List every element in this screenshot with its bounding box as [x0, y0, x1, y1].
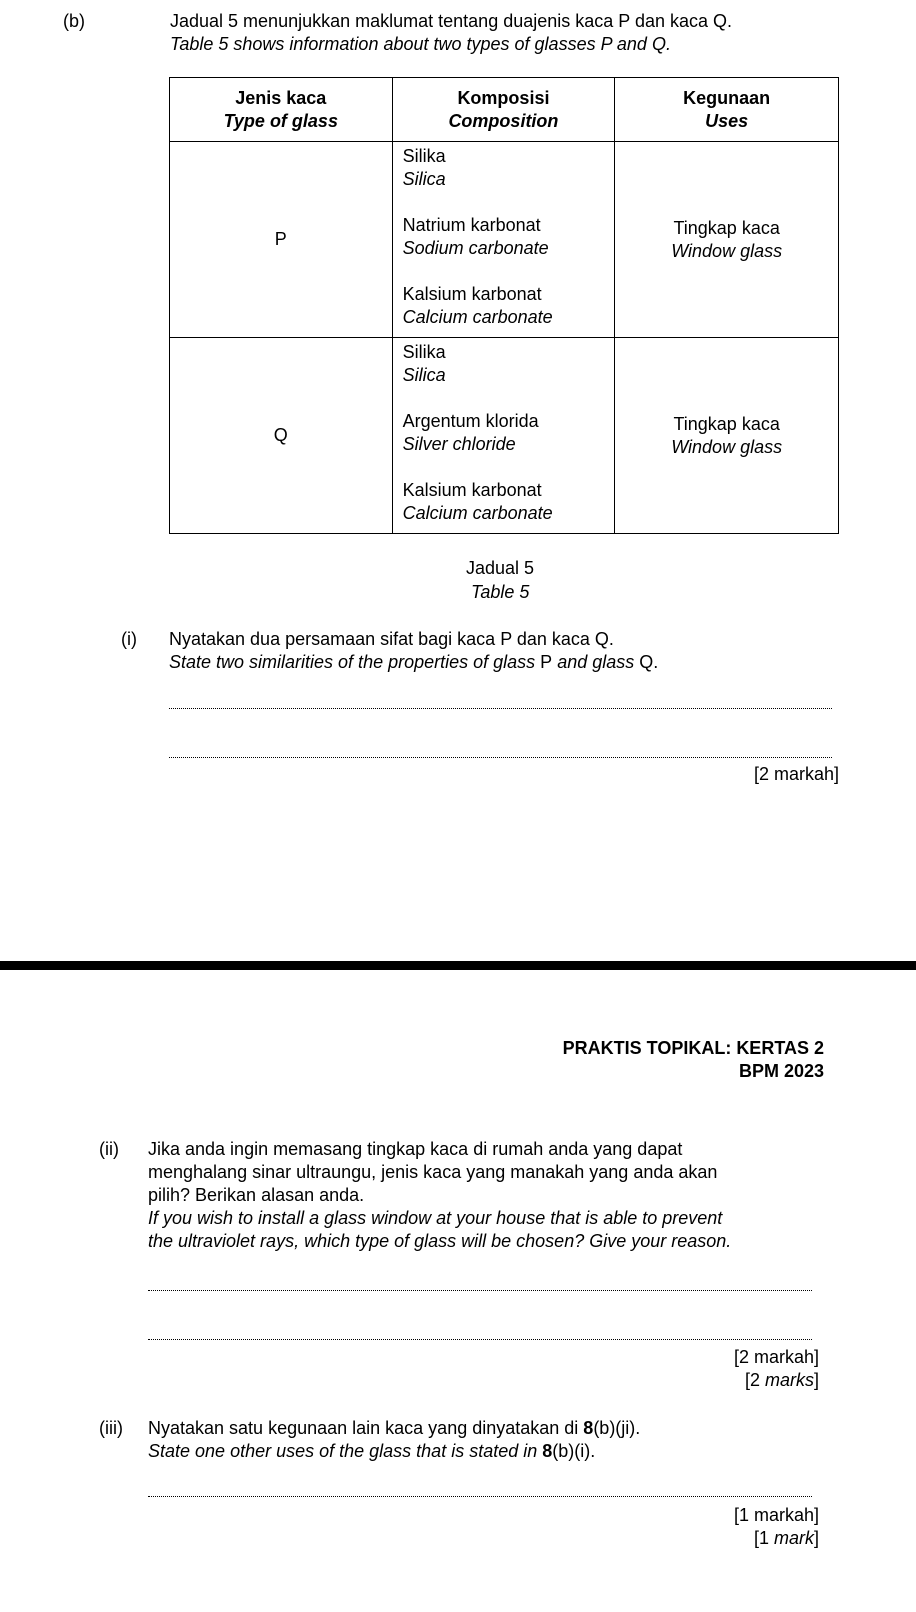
use-en: Window glass: [671, 240, 783, 261]
answer-line[interactable]: [148, 1290, 812, 1291]
question-iii-label: (iii): [99, 1418, 123, 1438]
part-label: (b): [63, 11, 85, 31]
answer-line[interactable]: [148, 1339, 812, 1340]
uses-cell: [615, 338, 839, 534]
composition-ms: Natrium karbonat: [402, 215, 541, 235]
table-row: [170, 142, 839, 338]
question-iii-en-part: State one other uses of the glass that is stated in: [148, 1441, 543, 1461]
header-uses-ms: Kegunaan: [683, 87, 771, 108]
marks-bracket: [2: [744, 1370, 765, 1390]
question-ii-ms: menghalang sinar ultraungu, jenis kaca yang manakah yang anda akan: [148, 1162, 718, 1182]
header-line-2: BPM 2023: [738, 1061, 824, 1081]
composition-ms: Kalsium karbonat: [402, 480, 542, 500]
marks-word: mark: [773, 1528, 814, 1548]
header-composition-en: Composition: [448, 110, 559, 131]
composition-en: Calcium carbonate: [402, 307, 553, 327]
table-header-row: [170, 78, 839, 142]
header-composition-ms: Komposisi: [457, 87, 550, 108]
composition-item: [403, 214, 615, 260]
marks-bracket: ]: [813, 1528, 819, 1548]
header-uses-en: Uses: [705, 110, 749, 131]
marks-i: [2 markah]: [753, 764, 839, 784]
question-iii-ms-part: (b)(ji).: [593, 1418, 641, 1438]
composition-item: [403, 479, 615, 525]
marks-word: marks: [764, 1370, 814, 1390]
question-i-en-part: and glass: [552, 652, 640, 672]
composition-cell: [392, 338, 615, 534]
question-i-ms: Nyatakan dua persamaan sifat bagi kaca P dan kaca Q.: [169, 629, 614, 649]
table-caption-ms: Jadual 5: [466, 558, 535, 578]
composition-en: Calcium carbonate: [402, 503, 553, 523]
composition-en: Silica: [402, 169, 446, 189]
header-uses: [615, 78, 839, 142]
question-ii-ms: Jika anda ingin memasang tingkap kaca di rumah anda yang dapat: [148, 1139, 683, 1159]
marks-ii-en: [745, 1369, 819, 1392]
question-ii-ms: pilih? Berikan alasan anda.: [148, 1185, 365, 1205]
intro-english: Table 5 shows information about two types of glasses P and Q.: [170, 34, 671, 54]
glass-type: Q: [170, 338, 393, 534]
header-composition: [392, 78, 615, 142]
composition-cell: [392, 142, 615, 338]
header-type-en: Type of glass: [223, 110, 338, 131]
composition-item: [403, 341, 615, 387]
intro-malay: Jadual 5 menunjukkan maklumat tentang duajenis kaca P dan kaca Q.: [170, 11, 733, 31]
table-row: [170, 338, 839, 534]
marks-bracket: [1: [753, 1528, 774, 1548]
answer-line[interactable]: [169, 757, 832, 758]
composition-item: [403, 145, 615, 191]
use-ms: Tingkap kaca: [673, 413, 780, 434]
answer-line[interactable]: [148, 1496, 812, 1497]
use-ms: Tingkap kaca: [673, 217, 780, 238]
question-ref-number: 8: [583, 1418, 594, 1438]
question-iii-en: [148, 1440, 595, 1463]
question-ii-en: the ultraviolet rays, which type of glass will be chosen? Give your reason.: [148, 1231, 732, 1251]
marks-bracket: ]: [813, 1370, 819, 1390]
composition-en: Silver chloride: [402, 434, 516, 454]
composition-en: Silica: [402, 365, 446, 385]
uses-cell: [615, 142, 839, 338]
composition-ms: Silika: [402, 146, 446, 166]
question-i-label: (i): [121, 629, 137, 649]
question-iii-ms: [148, 1417, 640, 1440]
marks-iii-en: [754, 1527, 819, 1550]
question-iii-en-part: (b)(i).: [552, 1441, 596, 1461]
marks-ii-ms: [2 markah]: [733, 1347, 819, 1367]
glass-table: [169, 77, 839, 534]
composition-ms: Silika: [402, 342, 446, 362]
composition-ms: Kalsium karbonat: [402, 284, 542, 304]
header-type-ms: Jenis kaca: [235, 87, 327, 108]
marks-iii-ms: [1 markah]: [733, 1505, 819, 1525]
question-iii-ms-part: Nyatakan satu kegunaan lain kaca yang dinyatakan di: [148, 1418, 584, 1438]
question-i-en-p: P: [540, 652, 553, 672]
composition-item: [403, 410, 615, 456]
table-caption-en: Table 5: [471, 582, 530, 602]
use-en: Window glass: [671, 436, 783, 457]
header-type: [170, 78, 393, 142]
composition-ms: Argentum klorida: [402, 411, 539, 431]
header-line-1: PRAKTIS TOPIKAL: KERTAS 2: [562, 1038, 824, 1058]
page-divider: [0, 961, 916, 970]
question-ii-label: (ii): [99, 1139, 119, 1159]
question-i-en-q: Q.: [639, 652, 659, 672]
question-i-en-part: State two similarities of the properties of glass: [169, 652, 541, 672]
question-ii-en: If you wish to install a glass window at your house that is able to prevent: [148, 1208, 723, 1228]
answer-line[interactable]: [169, 708, 832, 709]
composition-en: Sodium carbonate: [402, 238, 549, 258]
composition-item: [403, 283, 615, 329]
glass-type: P: [170, 142, 393, 338]
question-i-en: [169, 651, 658, 674]
question-ref-number: 8: [542, 1441, 553, 1461]
